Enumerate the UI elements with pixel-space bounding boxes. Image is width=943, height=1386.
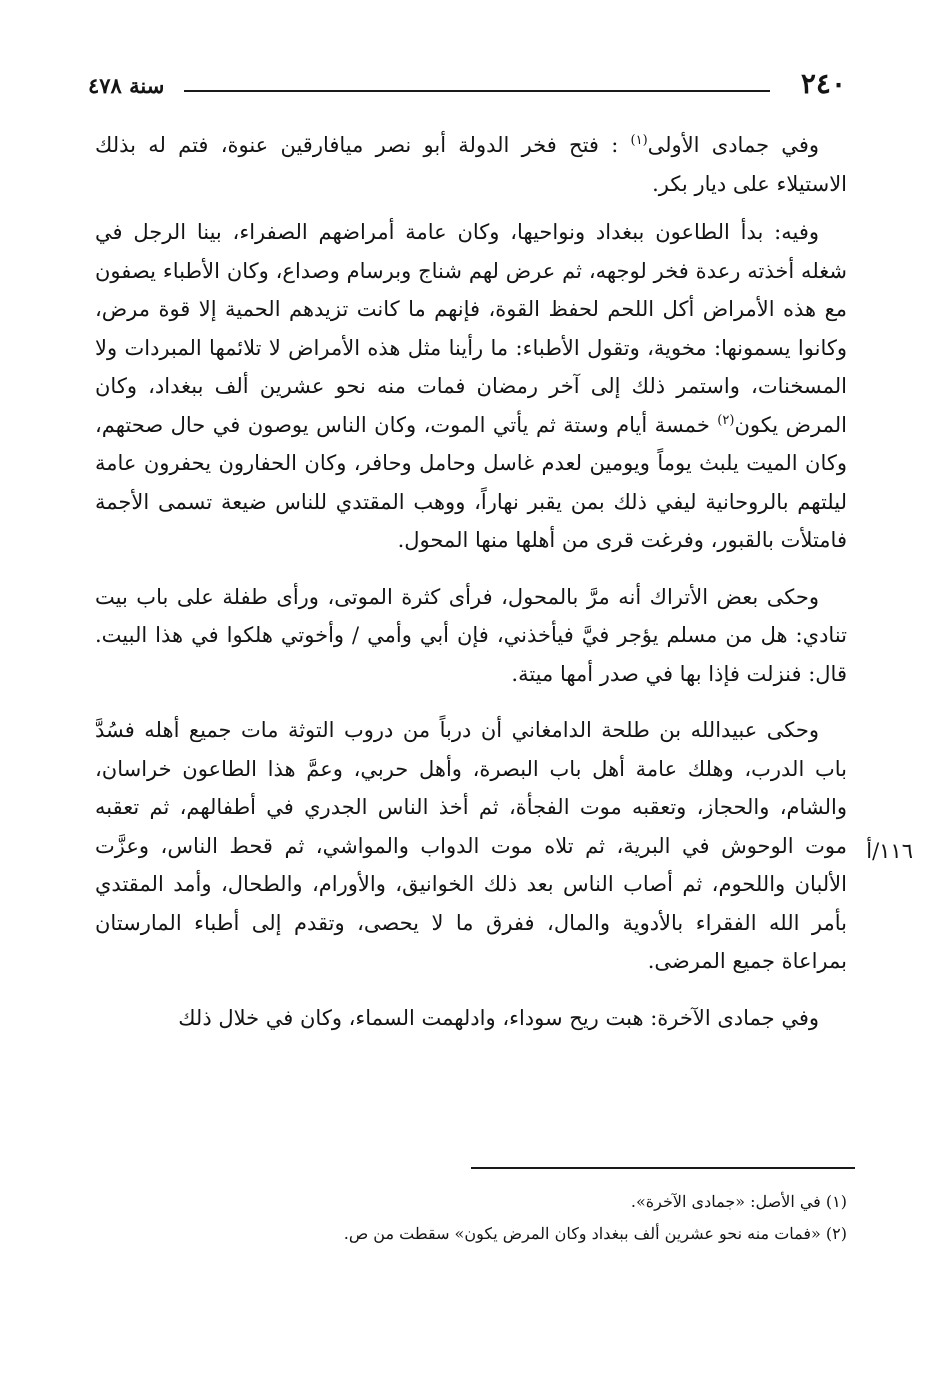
paragraph-text: وفي جمادى الأولى [647,133,819,157]
main-text [95,126,913,1037]
manuscript-folio-marker: ١١٦/أ [866,839,913,863]
page-number: ٢٤٠ [800,67,846,100]
footnote-1: (١) في الأصل: «جمادى الآخرة». [630,1192,847,1211]
paragraph-2 [95,213,847,560]
running-head [88,66,846,106]
footnote-rule [471,1167,855,1169]
paragraph-text: وفي جمادى الآخرة: هبت ريح سوداء، وادلهمت السماء، وكان في خلال ذلك [178,1005,819,1030]
paragraph-text: خمسة أيام وستة ثم يأتي الموت، وكان الناس يوصون في حال صحتهم، وكان الميت يلبث يوماً ويومين لعدم غاسل وحامل وحافر، وكان الحفارون يحفرون عامة ليلتهم بالروحانية ليفي ذلك بمن يقبر نهاراً، ووهب المقتدي للناس ضيعة تسمى الأجمة فامتلأت بالقبور، وفرغت قرى من أهلها منها المحول. [95,412,847,552]
paragraph-3 [95,578,847,694]
paragraph-4 [95,711,847,981]
footnote-ref-1[interactable]: (١) [630,133,648,148]
paragraph-text: : فتح فخر الدولة أبو نصر ميافارقين عنوة، فتم له بذلك الاستيلاء على ديار بكر. [95,133,847,196]
year-label: سنة ٤٧٨ [88,73,165,98]
footnote-ref-2[interactable]: (٢) [717,412,735,428]
paragraph-text: وحكى عبيدالله بن طلحة الدامغاني أن درباً من دروب التوثة مات جميع أهله فسُدَّ باب الدرب، وهلك عامة أهل باب البصرة، وأهل حربي، وعمَّ هذا الطاعون خراسان، والشام، والحجاز، وتعقبه موت الفجأة، ثم أخذ الناس الجدري في أطفالهم، ثم تعقبه موت الوحوش في البرية، ثم تلاه موت الدواب والمواشي، ثم قحط الناس، وعزَّت الألبان واللحوم، ثم أصاب الناس بعد ذلك الخوانيق، والأورام، والطحال، وأمد المقتدي بأمر الله الفقراء بالأدوية والمال، ففرق ما لا يحصى، وتقدم إلى أطباء المارستان بمراعاة جميع المرضى. [95,718,847,973]
paragraph-5 [95,999,847,1038]
paragraph-1 [95,126,847,203]
footnotes [107,1186,847,1250]
paragraph-text: وحكى بعض الأتراك أنه مرَّ بالمحول، فرأى كثرة الموتى، ورأى طفلة على باب بيت تنادي: هل من مسلم يؤجر فيَّ فيأخذني، فإن أبي وأمي / وأخوتي هلكوا في هذا البيت. قال: فنزلت فإذا بها في صدر أمها ميتة. [95,584,847,686]
footnote-2: (٢) «فمات منه نحو عشرين ألف ببغداد وكان المرض يكون» سقطت من ص. [343,1224,847,1243]
paragraph-text: وفيه: بدأ الطاعون ببغداد ونواحيها، وكان عامة أمراضهم الصفراء، بينا الرجل في شغله أخذته رعدة فخر لوجهه، ثم عرض لهم شناج وبرسام وصداع، وكان الأطباء يصفون مع هذه الأمراض أكل اللحم لحفظ القوة، فإنهم ما كانت تزيدهم الحمية إلا قوة مرض، وكانوا يسمونها: مخوية، وتقول الأطباء: ما رأينا مثل هذه الأمراض لا تلائمها المبردات ولا المسخنات، واستمر ذلك إلى آخر رمضان فمات منه نحو عشرين ألف ببغداد، وكان المرض يكون [95,220,847,437]
header-rule [184,90,770,92]
